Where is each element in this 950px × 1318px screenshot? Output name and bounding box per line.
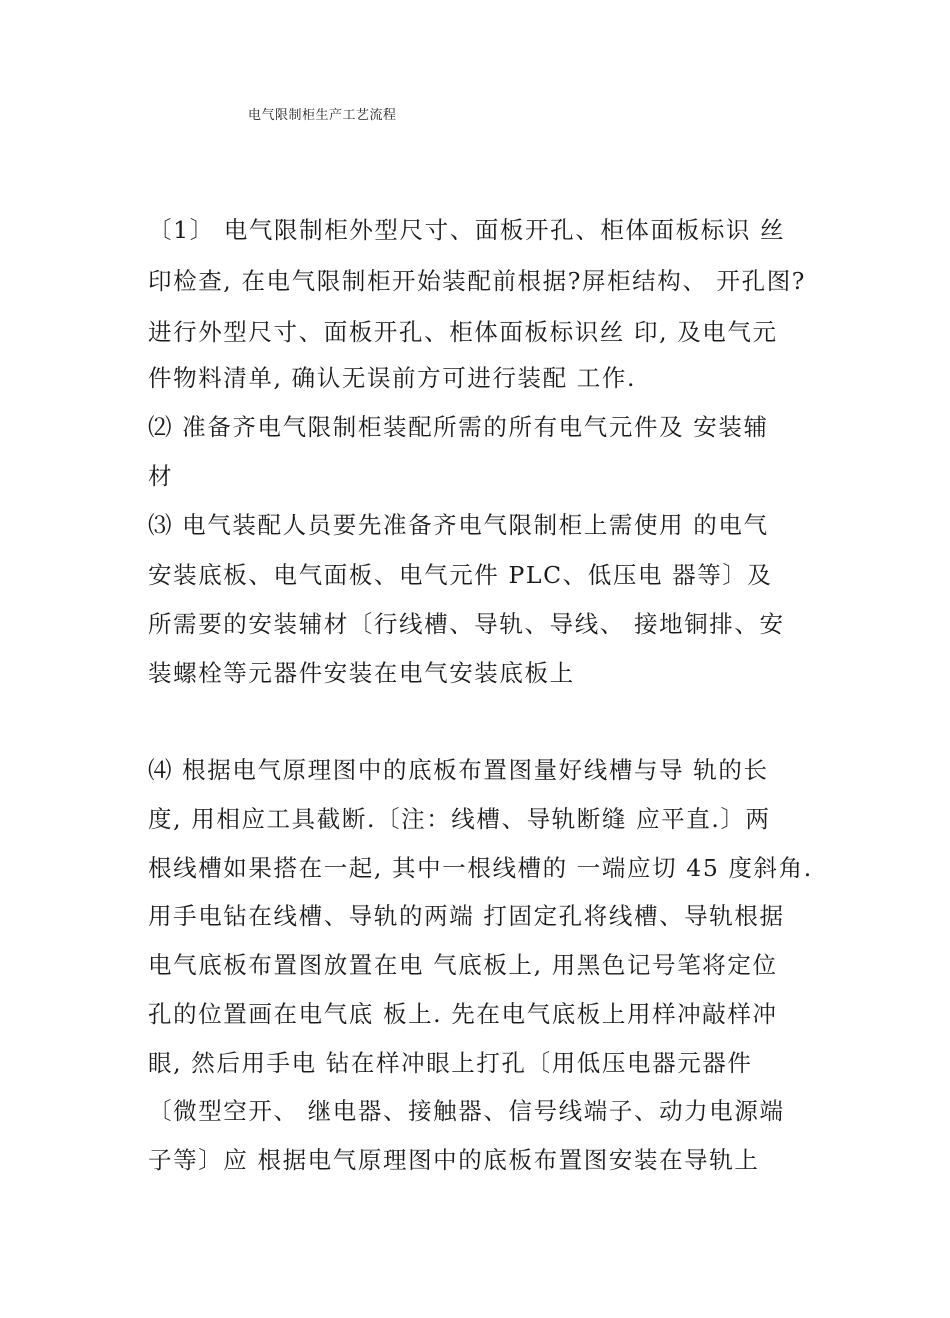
text-line: 〔1〕 电气限制柜外型尺寸、面板开孔、柜体面板标识 丝 bbox=[148, 216, 786, 244]
text-line: 子等〕应 根据电气原理图中的底板布置图安装在导轨上 bbox=[148, 1146, 760, 1174]
text-line: 材 bbox=[148, 462, 174, 490]
text-line: 所需要的安装辅材〔行线槽、导轨、导线、 接地铜排、安 bbox=[148, 610, 785, 638]
text-line: ⑵ 准备齐电气限制柜装配所需的所有电气元件及 安装辅 bbox=[148, 413, 769, 441]
text-line: 电气底板布置图放置在电 气底板上, 用黑色记号笔将定位 bbox=[148, 951, 778, 979]
text-line: ⑷ 根据电气原理图中的底板布置图量好线槽与导 轨的长 bbox=[148, 756, 769, 784]
text-line: 进行外型尺寸、面板开孔、柜体面板标识丝 印, 及电气元 bbox=[148, 318, 778, 346]
text-line: 装螺栓等元器件安装在电气安装底板上 bbox=[148, 659, 575, 687]
text-line: 件物料清单, 确认无误前方可进行装配 工作. bbox=[148, 364, 637, 392]
text-line: 眼, 然后用手电 钻在样冲眼上打孔〔用低压电器元器件 bbox=[148, 1049, 753, 1077]
text-line: 印检查, 在电气限制柜开始装配前根据?屏柜结构、 开孔图? bbox=[148, 267, 807, 295]
text-line: 根线槽如果搭在一起, 其中一根线槽的 一端应切 45 度斜角. bbox=[148, 854, 813, 882]
text-line: 度, 用相应工具截断.〔注：线槽、导轨断缝 应平直.〕两 bbox=[148, 805, 771, 833]
text-line: ⑶ 电气装配人员要先准备齐电气限制柜上需使用 的电气 bbox=[148, 511, 769, 539]
text-line: 用手电钻在线槽、导轨的两端 打固定孔将线槽、导轨根据 bbox=[148, 902, 785, 930]
document-title: 电气限制柜生产工艺流程 bbox=[248, 108, 397, 123]
text-line: 〔微型空开、 继电器、接触器、信号线端子、动力电源端 bbox=[148, 1097, 785, 1125]
text-line: 孔的位置画在电气底 板上. 先在电气底板上用样冲敲样冲 bbox=[148, 1000, 778, 1028]
text-line: 安装底板、电气面板、电气元件 PLC、低压电 器等〕及 bbox=[148, 561, 773, 589]
